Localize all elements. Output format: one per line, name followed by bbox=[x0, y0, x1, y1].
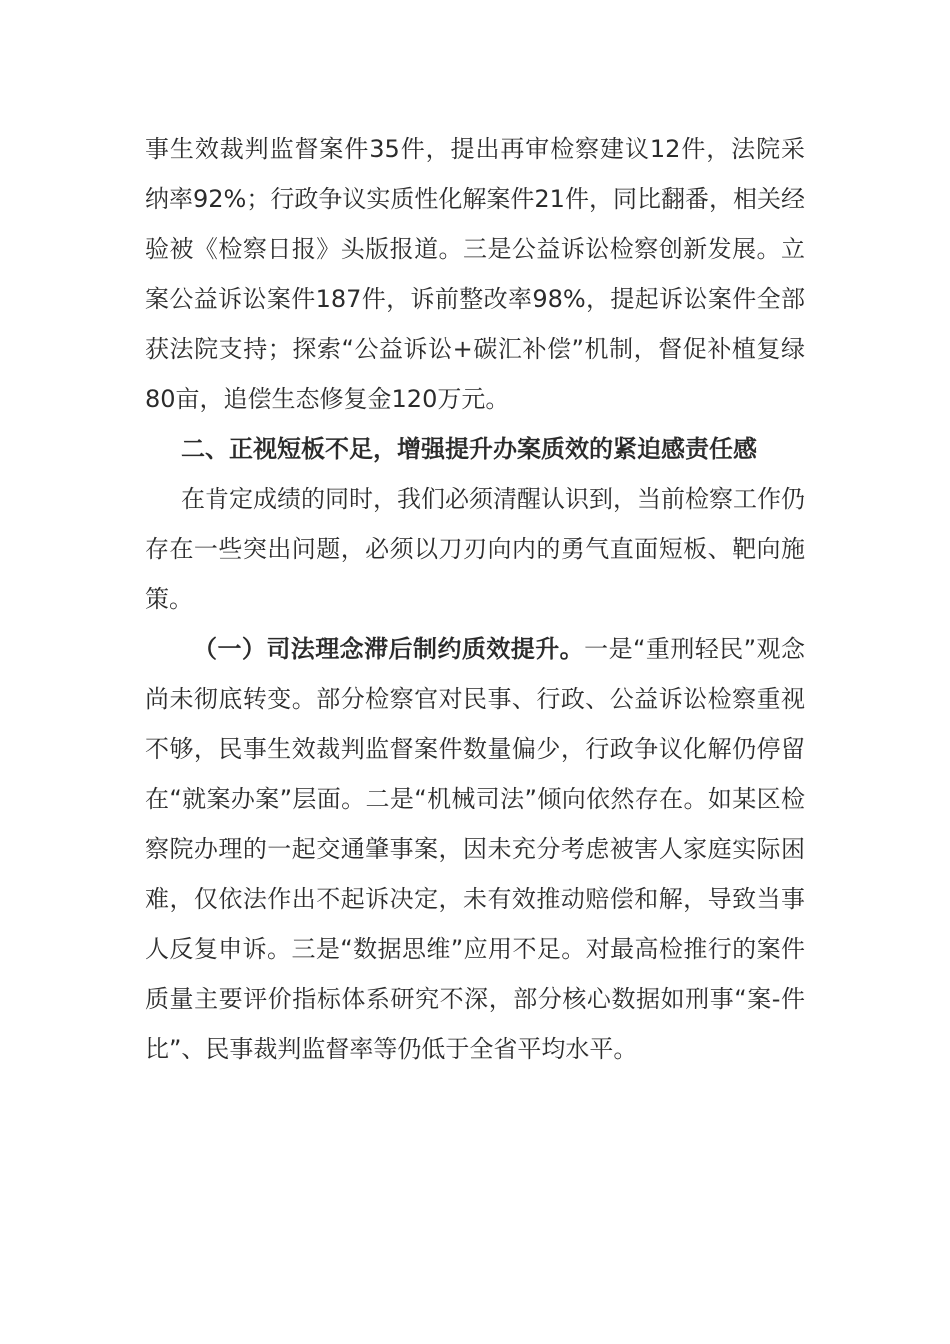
document-page bbox=[145, 124, 805, 1074]
subsection-title-1: （一）司法理念滞后制约质效提升。 bbox=[193, 635, 585, 663]
subsection-body-1: 一是“重刑轻民”观念尚未彻底转变。部分检察官对民事、行政、公益诉讼检察重视不够，民事生效裁判监督案件数量偏少，行政争议化解仍停留在“就案办案”层面。二是“机械司法”倾向依然存在。如某区检察院办理的一起交通肇事案，因未充分考虑被害人家庭实际困难，仅依法作出不起诉决定，未有效推动赔偿和解，导致当事人反复申诉。三是“数据思维”应用不足。对最高检推行的案件质量主要评价指标体系研究不深，部分核心数据如刑事“案-件比”、民事裁判监督率等仍低于全省平均水平。 bbox=[145, 635, 805, 1063]
paragraph-intro-shortcomings: 在肯定成绩的同时，我们必须清醒认识到，当前检察工作仍存在一些突出问题，必须以刀刃向内的勇气直面短板、靶向施策。 bbox=[145, 485, 805, 613]
paragraph-judicial-concept bbox=[145, 624, 805, 1074]
section-heading-2: 二、正视短板不足，增强提升办案质效的紧迫感责任感 bbox=[181, 435, 757, 463]
paragraph-achievements: 事生效裁判监督案件35件，提出再审检察建议12件，法院采纳率92%；行政争议实质性化解案件21件，同比翻番，相关经验被《检察日报》头版报道。三是公益诉讼检察创新发展。立案公益诉讼案件187件，诉前整改率98%，提起诉讼案件全部获法院支持；探索“公益诉讼+碳汇补偿”机制，督促补植复绿80亩，追偿生态修复金120万元。 bbox=[145, 135, 805, 413]
